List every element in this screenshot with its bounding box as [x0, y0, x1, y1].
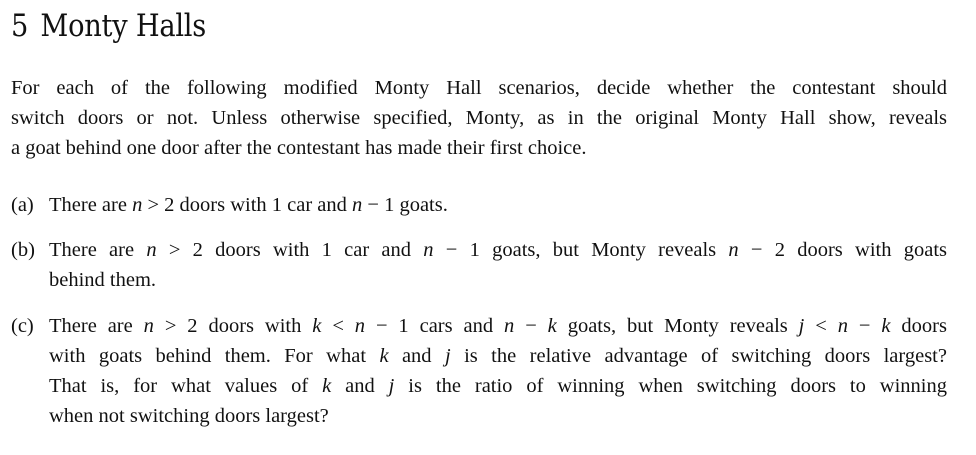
item-body-a [49, 190, 947, 220]
item-c-line-3: That is, for what values of k and j is the ratio of winning when switching doors to winning [49, 375, 947, 397]
item-label-a: (a) [11, 194, 34, 216]
intro-paragraph [11, 73, 947, 163]
item-b-line-1: There are n > 2 doors with 1 car and n − 1 goats, but Monty reveals n − 2 doors with goats [49, 239, 948, 261]
item-c-line-2: with goats behind them. For what k and j is the relative advantage of switching doors largest? [49, 345, 947, 367]
item-c-line-4: when not switching doors largest? [49, 405, 329, 427]
item-body-b [49, 235, 947, 295]
problem-item-b [11, 235, 947, 295]
section-title: Monty Halls [40, 8, 207, 44]
intro-line-1: For each of the following modified Monty Hall scenarios, decide whether the contestant should [11, 77, 947, 99]
section-heading [11, 8, 206, 44]
item-label-c: (c) [11, 315, 34, 337]
intro-line-2: switch doors or not. Unless otherwise specified, Monty, as in the original Monty Hall show, reveals [11, 107, 947, 129]
item-label-b: (b) [11, 239, 35, 261]
item-b-line-2: behind them. [49, 269, 157, 291]
problem-item-a [11, 190, 947, 220]
item-c-line-1: There are n > 2 doors with k < n − 1 cars and n − k goats, but Monty reveals j < n − k doors [49, 315, 947, 337]
problem-item-c [11, 311, 947, 431]
item-a-line-1: There are n > 2 doors with 1 car and n − 1 goats. [49, 194, 448, 216]
section-number: 5 [11, 8, 29, 44]
item-body-c [49, 311, 947, 431]
intro-line-3: a goat behind one door after the contestant has made their first choice. [11, 137, 587, 159]
